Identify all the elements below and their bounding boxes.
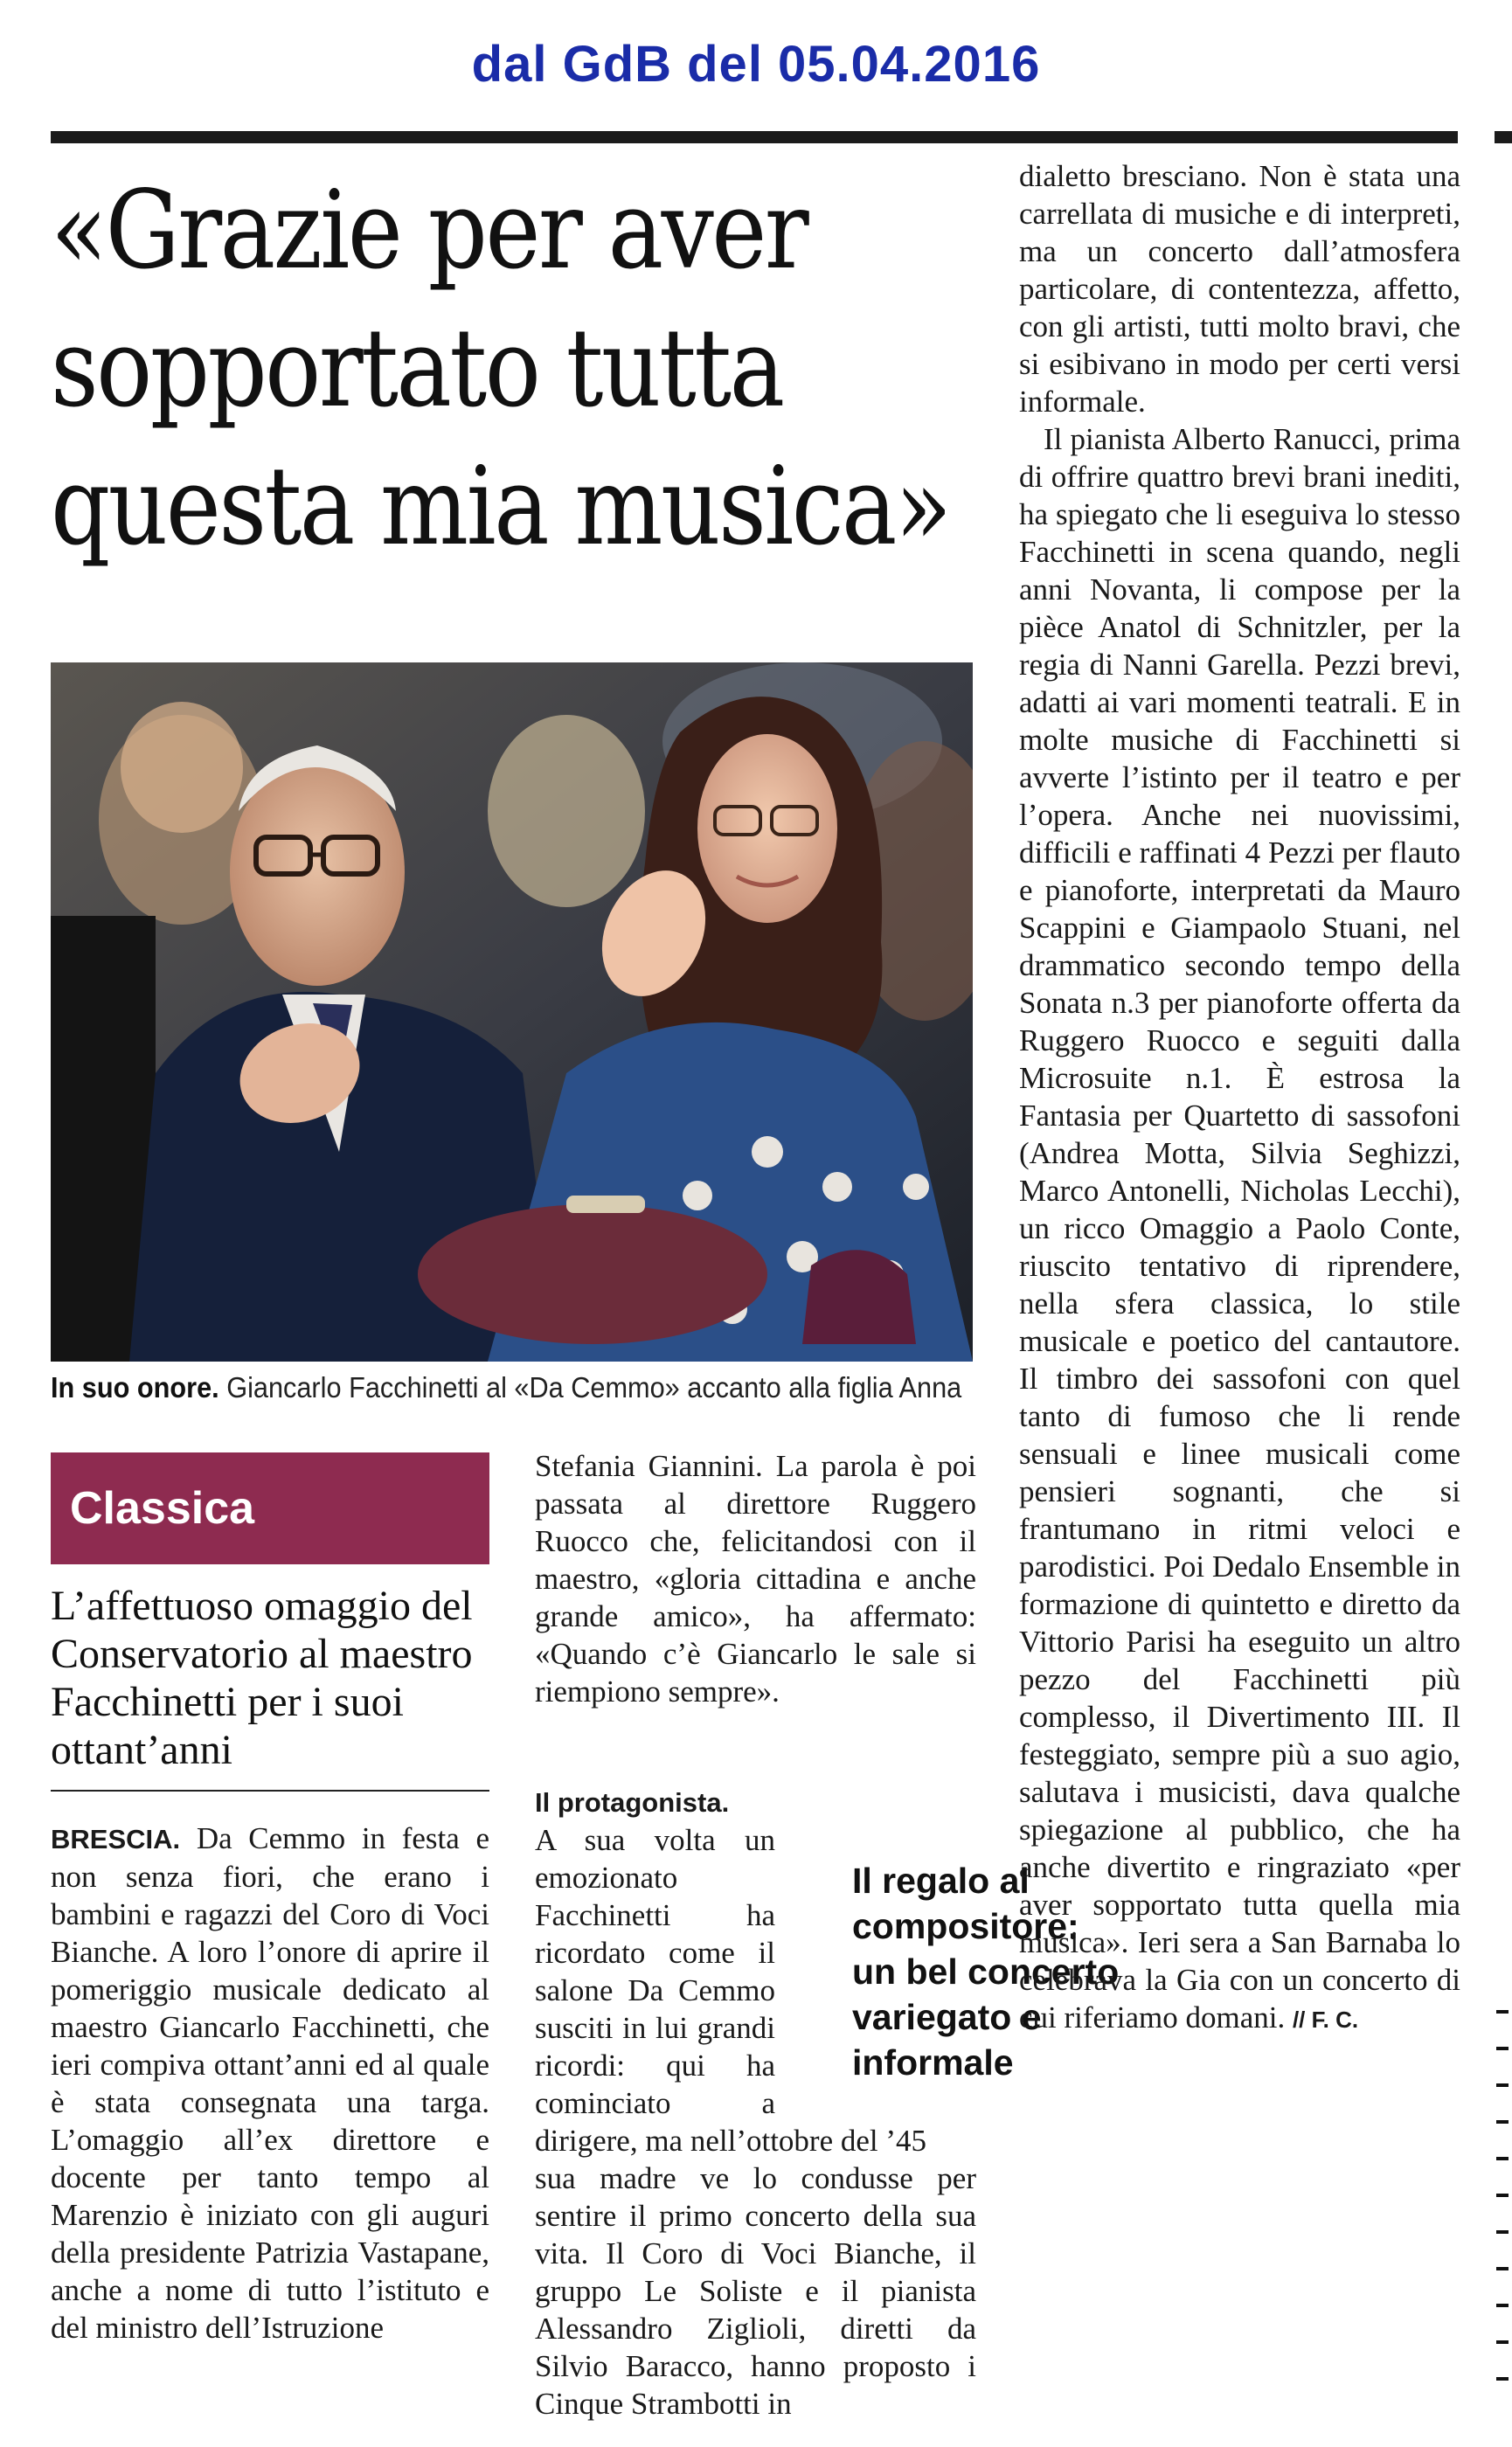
author-signature: // F. C. xyxy=(1292,2007,1359,2033)
column-2-text-b: sua madre ve lo condusse per sentire il primo concerto della sua vita. Il Coro di Voci Bianche, il gruppo Le Soliste e il pianista Alessandro Ziglioli, diretti da Silvio Baracco, hanno proposto i Cinque Strambotti in xyxy=(535,2161,976,2421)
section-kicker: Classica xyxy=(51,1452,489,1564)
headline-line-3: questa mia musica» xyxy=(51,444,950,570)
section-lead-in: Il protagonista. xyxy=(535,1787,730,1818)
headline-line-1: «Grazie per aver xyxy=(51,168,808,294)
subhead-divider xyxy=(51,1790,489,1792)
column-2-text: Stefania Giannini. La parola è poi passata al direttore Ruggero Ruocco che, felicitandosi con il maestro, «gloria cittadina e anche grande amico», ha affermato: «Quando c’è Giancarlo le sale si riempiono sempre». xyxy=(535,1449,976,1709)
subheadline: L’affettuoso omaggio del Conservatorio al maestro Facchinetti per i suoi ottant’anni xyxy=(51,1583,473,1773)
article-column-1 xyxy=(51,1820,489,2346)
article-photo xyxy=(51,662,973,1362)
column-3-paragraph-1: dialetto bresciano. Non è stata una carrellata di musiche e di interpreti, ma un concerto dall’atmosfera particolare, di contentezza, affetto, con gli artisti, tutti molto bravi, che si esibivano in modo per certi versi informale. xyxy=(1019,159,1460,419)
photo-caption xyxy=(51,1369,962,1407)
column-1-text: Da Cemmo in festa e non senza fiori, che erano i bambini e ragazzi del Coro di Voci Bianche. A loro l’onore di aprire il pomeriggio musicale dedicato al maestro Giancarlo Facchinetti, che ieri compiva ottant’anni ed al quale è stata consegnata una targa. L’omaggio all’ex direttore e docente per tanto tempo al Marenzio è iniziato con gli auguri della presidente Patrizia Vastapane, anche a nome di tutto l’istituto e del ministro dell’Istruzione xyxy=(51,1821,489,2345)
caption-text: Giancarlo Facchinetti al «Da Cemmo» accanto alla figlia Anna xyxy=(218,1371,962,1404)
dateline: BRESCIA. xyxy=(51,1824,181,1854)
column-3-paragraph-2-text: Il pianista Alberto Ranucci, prima di offrire quattro brevi brani inediti, ha spiegato che li eseguiva lo stesso Facchinetti in scena quando, negli anni Novanta, li compose per la pièce Anatol di Schnitzler, per la regia di Nanni Garella. Pezzi brevi, adatti ai vari momenti teatrali. E in molte musiche di Facchinetti si avverte l’istinto per il teatro e per l’opera. Anche nei nuovissimi, difficili e raffinati 4 Pezzi per flauto e pianoforte, interpretati da Mauro Scappini e Giampaolo Stuani, nel drammatico secondo tempo della Sonata n.3 per pianoforte offerta da Ruggero Ruocco e seguiti dalla Microsuite n.1. È estrosa la Fantasia per Quartetto di sassofoni (Andrea Motta, Silvia Seghizzi, Marco Antonelli, Nicholas Lecchi), un ricco Omaggio a Paolo Conte, riuscito tentativo di riprendere, nella sfera classica, lo stile musicale e poetico del cantautore. Il timbro dei sassofoni con quel tanto di fumoso che li rende sensuali e linee musicali come pensieri sognanti, che si frantumano in ritmi veloci e parodistici. Poi Dedalo Ensemble in formazione di quintetto e diretto da Vittorio Parisi ha eseguito un altro pezzo del Facchinetti più complesso, il Divertimento III. Il festeggiato, sempre più a suo agio, salutava i musicisti, dava qualche spiegazione al pubblico, che ha anche divertito e ringraziato «per aver sopportato tutta quella mia musica». Ieri sera a San Barnaba lo celebrava la Gia con un concerto di cui riferiamo domani. xyxy=(1019,422,1460,2035)
adjacent-article-fragment xyxy=(1496,2010,1512,2447)
pull-quote: Il regalo al compositore: un bel concerto variegato e informale xyxy=(852,1861,1120,2083)
source-line: dal GdB del 05.04.2016 xyxy=(471,36,1041,93)
headline-line-2: sopportato tutta xyxy=(51,306,783,432)
headline xyxy=(51,162,950,576)
column-2-text-a: A sua volta un emozionato Facchinetti ha ricordato come il salone Da Cemmo susciti in lui grandi ricordi: qui ha cominciato a dirigere, ma nell’ottobre del ’45 xyxy=(535,1823,927,2158)
article-column-3 xyxy=(1019,157,1460,2039)
article-column-2-top xyxy=(535,1447,976,1710)
edge-rule-fragment xyxy=(1495,131,1512,143)
column-3-paragraph-2 xyxy=(1019,420,1460,2039)
top-rule xyxy=(51,131,1458,143)
caption-lead: In suo onore. xyxy=(51,1371,219,1404)
